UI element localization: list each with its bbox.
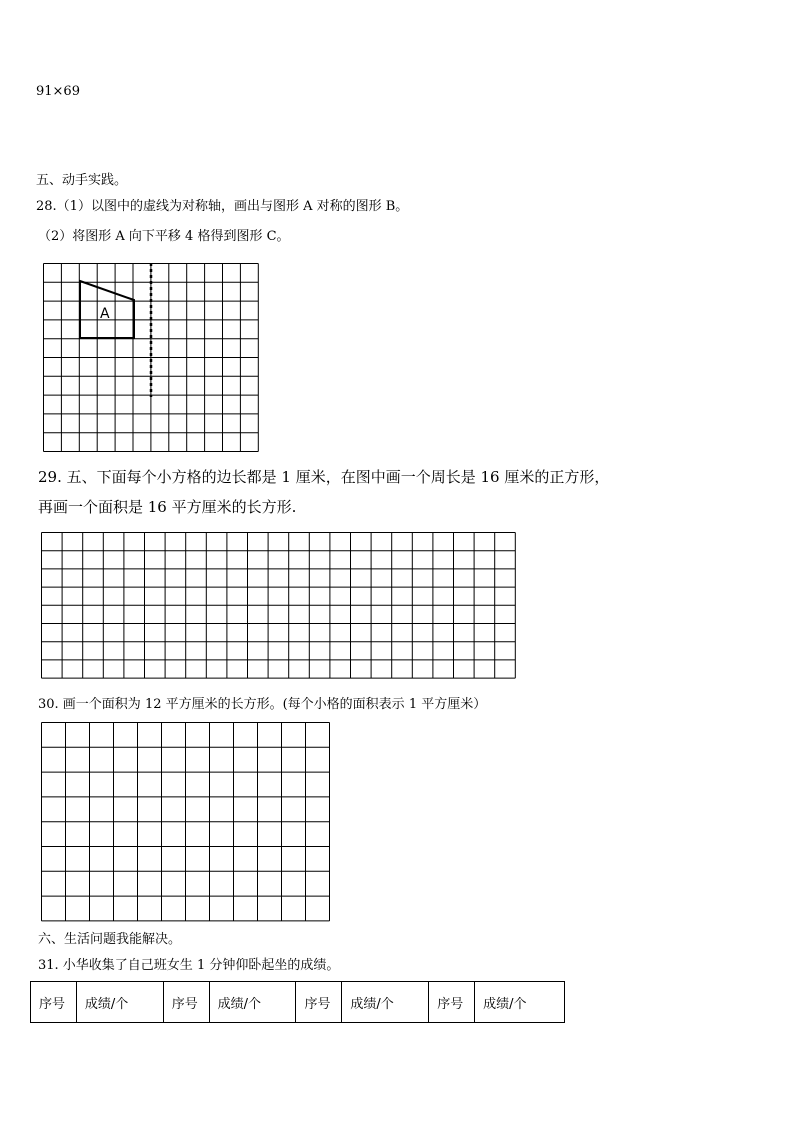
q30-grid[interactable] (41, 722, 331, 922)
table-header-cell: 成绩/个 (209, 982, 296, 1023)
table-header-row (31, 982, 565, 1023)
q29-line1-text: 29. 五、下面每个小方格的边长都是 1 厘米，在图中画一个周长是 16 厘米的正方形， (38, 468, 610, 486)
q29-line2-text: 再画一个面积是 16 平方厘米的长方形. (38, 498, 297, 516)
q30-text: 30. 画一个面积为 12 平方厘米的长方形。(每个小格的面积表示 1 平方厘米） (38, 697, 487, 712)
table-header-cell: 序号 (31, 982, 77, 1023)
shape-a-label: A (100, 306, 110, 322)
table-header-cell: 序号 (296, 982, 342, 1023)
table-header-cell: 成绩/个 (76, 982, 163, 1023)
q28-grid[interactable] (43, 263, 259, 453)
section6-heading: 六、生活问题我能解决。 (38, 932, 182, 947)
q31-text: 31. 小华收集了自己班女生 1 分钟仰卧起坐的成绩。 (38, 958, 340, 973)
q29-grid[interactable] (41, 532, 516, 680)
table-header-cell: 序号 (429, 982, 475, 1023)
table-header-cell: 成绩/个 (342, 982, 429, 1023)
q28-part1-text: 28.（1）以图中的虚线为对称轴，画出与图形 A 对称的图形 B。 (36, 199, 409, 214)
top-expression: 91×69 (36, 84, 80, 99)
table-header-cell: 成绩/个 (475, 982, 565, 1023)
table-header-cell: 序号 (163, 982, 209, 1023)
section5-heading: 五、动手实践。 (36, 173, 128, 188)
q28-part2-text: （2）将图形 A 向下平移 4 格得到图形 C。 (38, 229, 290, 244)
score-table (30, 981, 565, 1023)
